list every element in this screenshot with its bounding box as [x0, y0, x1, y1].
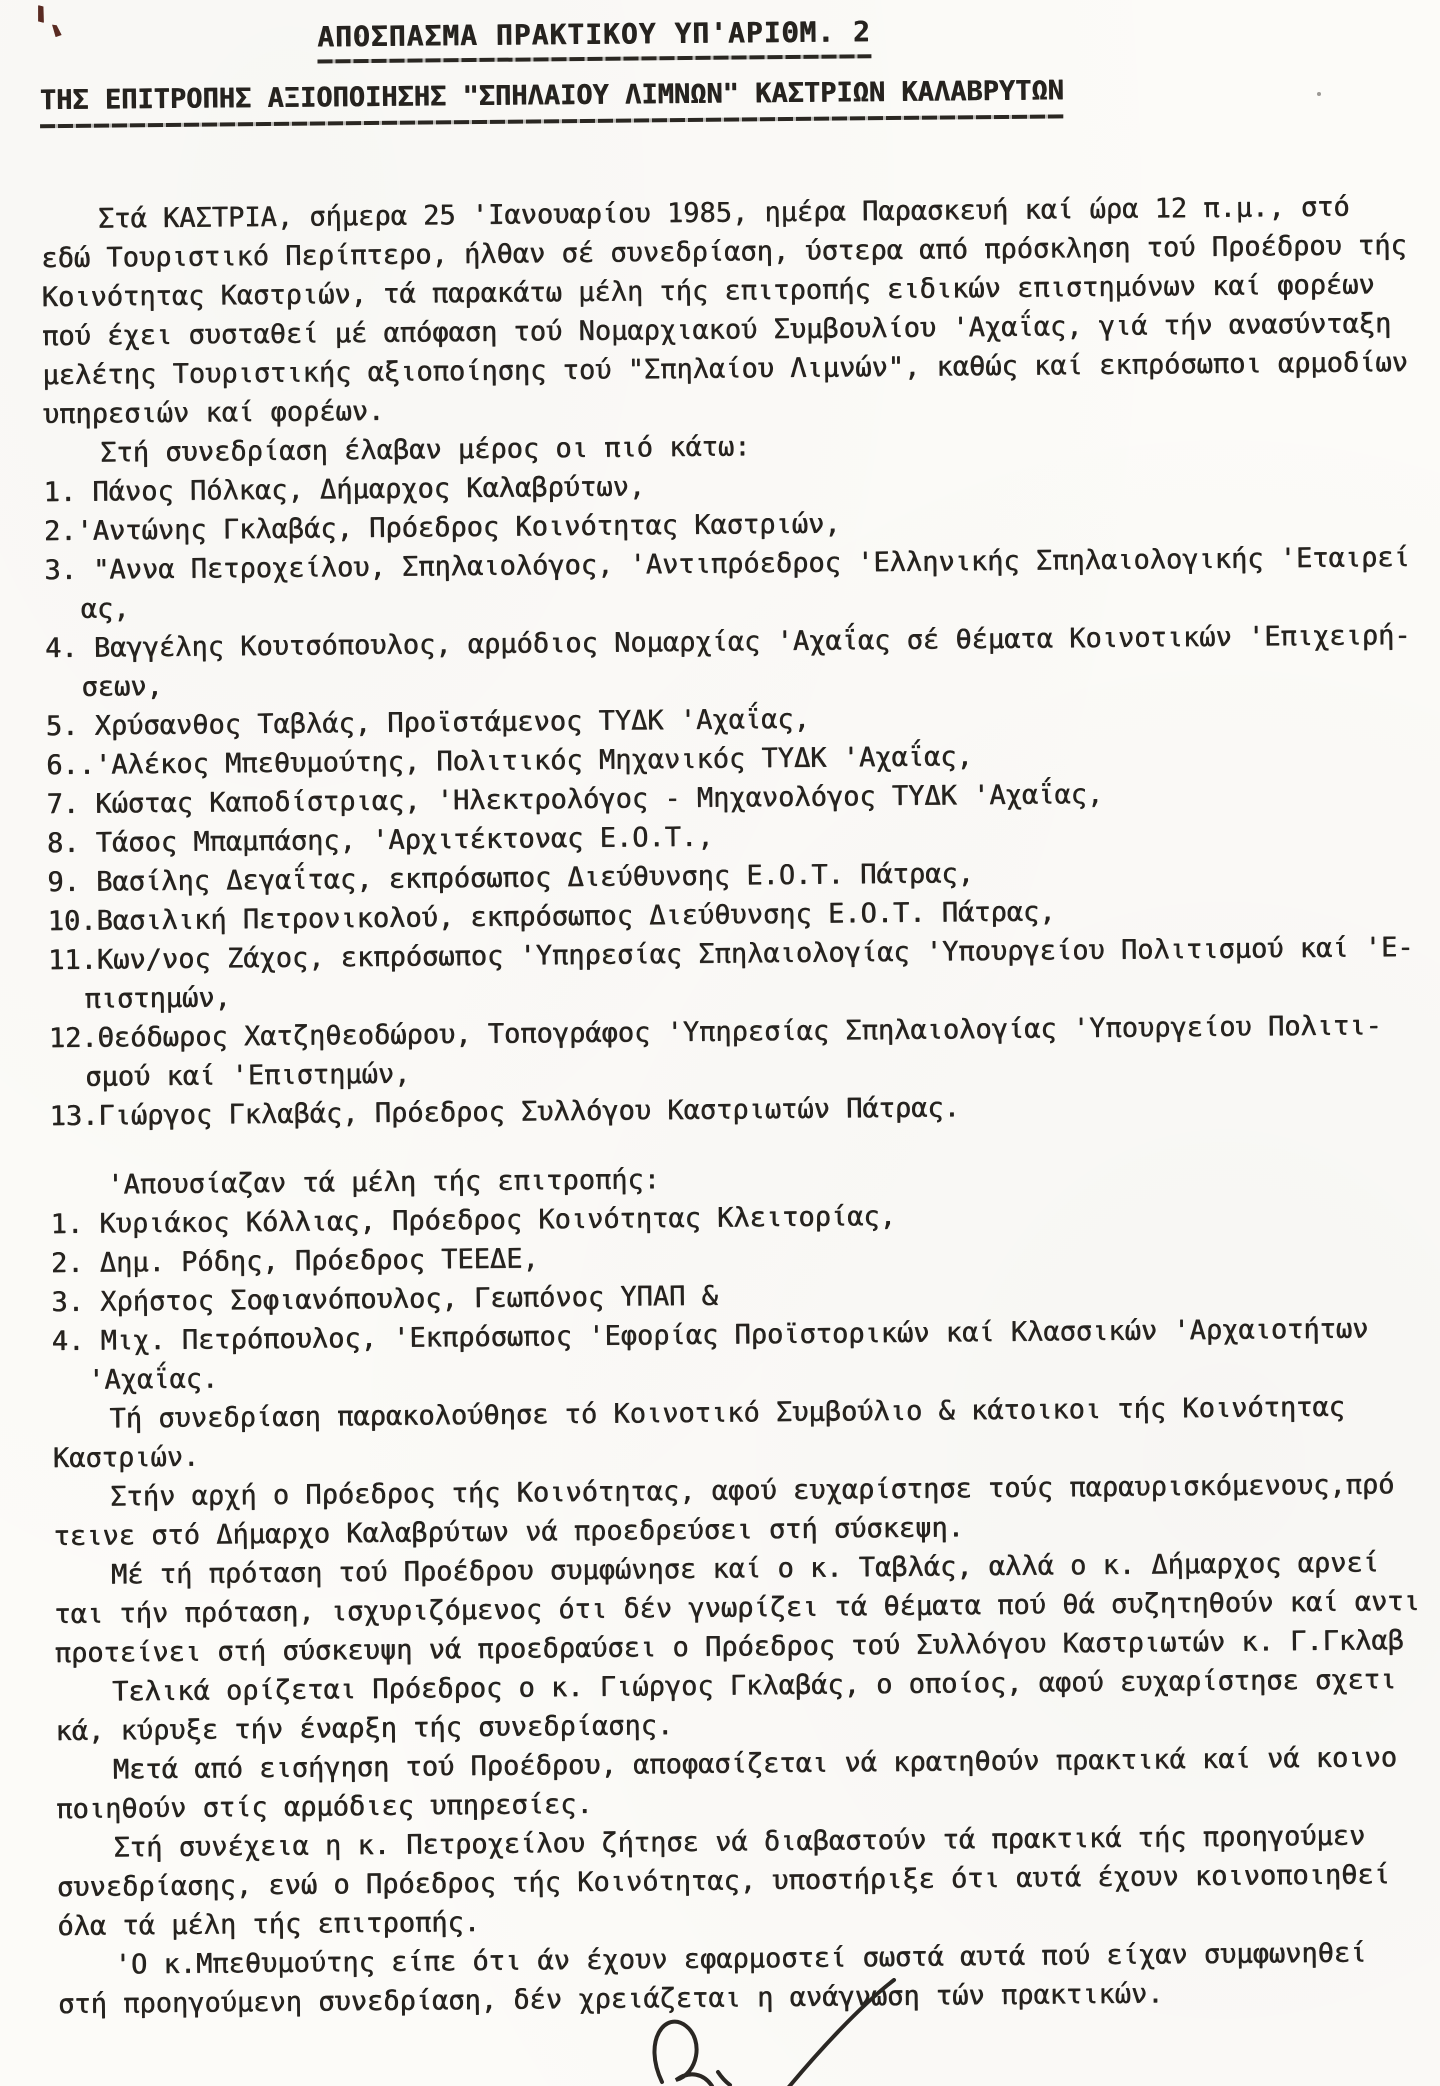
text-line: 12.Θεόδωρος Χατζηθεοδώρου, Τοπογράφος 'Υπηρεσίας Σπηλαιολογίας 'Υπουργείου Πολιτι- — [48, 1010, 1382, 1055]
text-line: 9. Βασίλης Δεγαΐτας, εκπρόσωπος Διεύθυνσης Ε.Ο.Τ. Πάτρας, — [47, 858, 974, 899]
text-line: ποιηθούν στίς αρμόδιες υπηρεσίες. — [56, 1788, 593, 1826]
text-line: 'Απουσίαζαν τά μέλη τής επιτροπής: — [107, 1164, 661, 1201]
text-line: υπηρεσιών καί φορέων. — [42, 395, 385, 431]
text-line: ται τήν πρόταση, ισχυριζόμενος ότι δέν γνωρίζει τά θέματα πού θά συζητηθούν καί αντι — [54, 1586, 1420, 1631]
text-line: 1. Πάνος Πόλκας, Δήμαρχος Καλαβρύτων, — [43, 471, 646, 509]
text-line: 6..'Αλέκος Μπεθυμούτης, Πολιτικός Μηχανικός ΤΥΔΚ 'Αχαΐας, — [46, 741, 973, 782]
document-title: ΑΠΟΣΠΑΣΜΑ ΠΡΑΚΤΙΚΟΥ ΥΠ'ΑΡΙΘΜ. 2 — [317, 12, 871, 63]
text-line: συνεδρίασης, ενώ ο Πρόεδρος τής Κοινότητας, υποστήριξε ότι αυτά έχουν κοινοποιηθεί — [56, 1859, 1391, 1904]
text-line: 'Αχαΐας. — [87, 1363, 219, 1396]
text-line: 1. Κυριάκος Κόλλιας, Πρόεδρος Κοινότητας Κλειτορίας, — [50, 1201, 896, 1241]
text-line: πού έχει συσταθεί μέ απόφαση τού Νομαρχιακού Συμβουλίου 'Αχαΐας, γιά τήν ανασύνταξη — [41, 308, 1392, 353]
text-line: Μέ τή πρόταση τού Προέδρου συμφώνησε καί ο κ. Ταβλάς, αλλά ο κ. Δήμαρχος αρνεί — [110, 1547, 1379, 1591]
text-line: 3. Χρήστος Σοφιανόπουλος, Γεωπόνος ΥΠΑΠ & — [51, 1280, 718, 1319]
text-line: εδώ Τουριστικό Περίπτερο, ήλθαν σέ συνεδρίαση, ύστερα από πρόσκληση τού Προέδρου τής — [41, 230, 1407, 275]
text-line: 4. Μιχ. Πετρόπουλος, 'Εκπρόσωπος 'Εφορίας Προϊστορικών καί Κλασσικών 'Αρχαιοτήτων — [51, 1313, 1369, 1358]
text-line: 4. Βαγγέλης Κουτσόπουλος, αρμόδιος Νομαρχίας 'Αχαΐας σέ θέματα Κοινοτικών 'Επιχειρή- — [44, 620, 1411, 665]
text-line: 2.'Αντώνης Γκλαβάς, Πρόεδρος Κοινότητας Καστριών, — [43, 508, 841, 548]
text-line: Καστριών. — [52, 1441, 200, 1475]
text-line: 'Ο κ.Μπεθυμούτης είπε ότι άν έχουν εφαρμοστεί σωστά αυτά πού είχαν συμφωνηθεί — [114, 1937, 1367, 1981]
text-line: στή προηγούμενη συνεδρίαση, δέν χρειάζεται η ανάγνωση τών πρακτικών. — [57, 1978, 1164, 2021]
text-line: 10.Βασιλική Πετρονικολού, εκπρόσωπος Διεύθυνσης Ε.Ο.Τ. Πάτρας, — [47, 896, 1056, 938]
text-line: 2. Δημ. Ρόδης, Πρόεδρος ΤΕΕΔΕ, — [50, 1243, 539, 1280]
document-subtitle: ΤΗΣ ΕΠΙΤΡΟΠΗΣ ΑΞΙΟΠΟΙΗΣΗΣ "ΣΠΗΛΑΙΟΥ ΛΙΜΝΩΝ" ΚΑΣΤΡΙΩΝ ΚΑΛΑΒΡΥΤΩΝ — [40, 70, 1065, 128]
text-line: Τή συνεδρίαση παρακολούθησε τό Κοινοτικό Συμβούλιο & κάτοικοι τής Κοινότητας — [109, 1391, 1345, 1435]
handwritten-signature — [592, 1978, 932, 2086]
text-line: Τελικά ορίζεται Πρόεδρος ο κ. Γιώργος Γκλαβάς, ο οποίος, αφού ευχαρίστησε σχετι — [111, 1664, 1397, 1708]
text-line: Στή συνεδρίαση έλαβαν μέρος οι πιό κάτω: — [100, 431, 751, 469]
signature-ink-icon — [592, 1978, 932, 2086]
text-line: 5. Χρύσανθος Ταβλάς, Προϊστάμενος ΤΥΔΚ 'Αχαΐας, — [45, 703, 810, 743]
text-line: Στά ΚΑΣΤΡΙΑ, σήμερα 25 'Ιανουαρίου 1985, ημέρα Παρασκευή καί ώρα 12 π.μ., στό — [97, 191, 1350, 235]
text-line: Στήν αρχή ο Πρόεδρος τής Κοινότητας, αφού ευχαρίστησε τούς παραυρισκόμενους,πρό — [110, 1469, 1395, 1513]
text-line: τεινε στό Δήμαρχο Καλαβρύτων νά προεδρεύσει στή σύσκεψη. — [53, 1512, 965, 1553]
text-line: 8. Τάσος Μπαμπάσης, 'Αρχιτέκτονας Ε.Ο.Τ., — [46, 821, 714, 860]
text-line: Κοινότητας Καστριών, τά παρακάτω μέλη τής επιτροπής ειδικών επιστημόνων καί φορέων — [41, 269, 1375, 314]
document-body — [1, 186, 1440, 2024]
text-line: 11.Κων/νος Ζάχος, εκπρόσωπος 'Υπηρεσίας Σπηλαιολογίας 'Υπουργείου Πολιτισμού καί 'Ε- — [47, 932, 1414, 977]
text-line: σεων, — [81, 671, 163, 703]
text-line: Μετά από εισήγηση τού Προέδρου, αποφασίζεται νά κρατηθούν πρακτικά καί νά κοινο — [112, 1742, 1398, 1786]
text-line: 13.Γιώργος Γκλαβάς, Πρόεδρος Συλλόγου Καστριωτών Πάτρας. — [49, 1092, 960, 1133]
text-line: 7. Κώστας Καποδίστριας, 'Ηλεκτρολόγος - Μηχανολόγος ΤΥΔΚ 'Αχαΐας, — [46, 779, 1104, 821]
text-line: Στή συνέχεια η κ. Πετροχείλου ζήτησε νά διαβαστούν τά πρακτικά τής προηγούμεν — [113, 1820, 1366, 1864]
text-line: κά, κύρυξε τήν έναρξη τής συνεδρίασης. — [55, 1710, 674, 1748]
text-line: πιστημών, — [84, 982, 231, 1015]
text-line: μελέτης Τουριστικής αξιοποίησης τού "Σπηλαίου Λιμνών", καθώς καί εκπρόσωποι αρμοδίων — [42, 347, 1408, 392]
text-line: 3. "Αννα Πετροχείλου, Σπηλαιολόγος, 'Αντιπρόεδρος 'Ελληνικής Σπηλαιολογικής 'Εταιρεί — [44, 542, 1410, 587]
text-line: όλα τά μέλη τής επιτροπής. — [57, 1907, 481, 1943]
text-line: ας, — [80, 593, 130, 625]
text-line: σμού καί 'Επιστημών, — [85, 1058, 411, 1093]
text-line: προτείνει στή σύσκευψη νά προεδραύσει ο Πρόεδρος τού Συλλόγου Καστριωτών κ. Γ.Γκλαβ — [54, 1625, 1405, 1670]
